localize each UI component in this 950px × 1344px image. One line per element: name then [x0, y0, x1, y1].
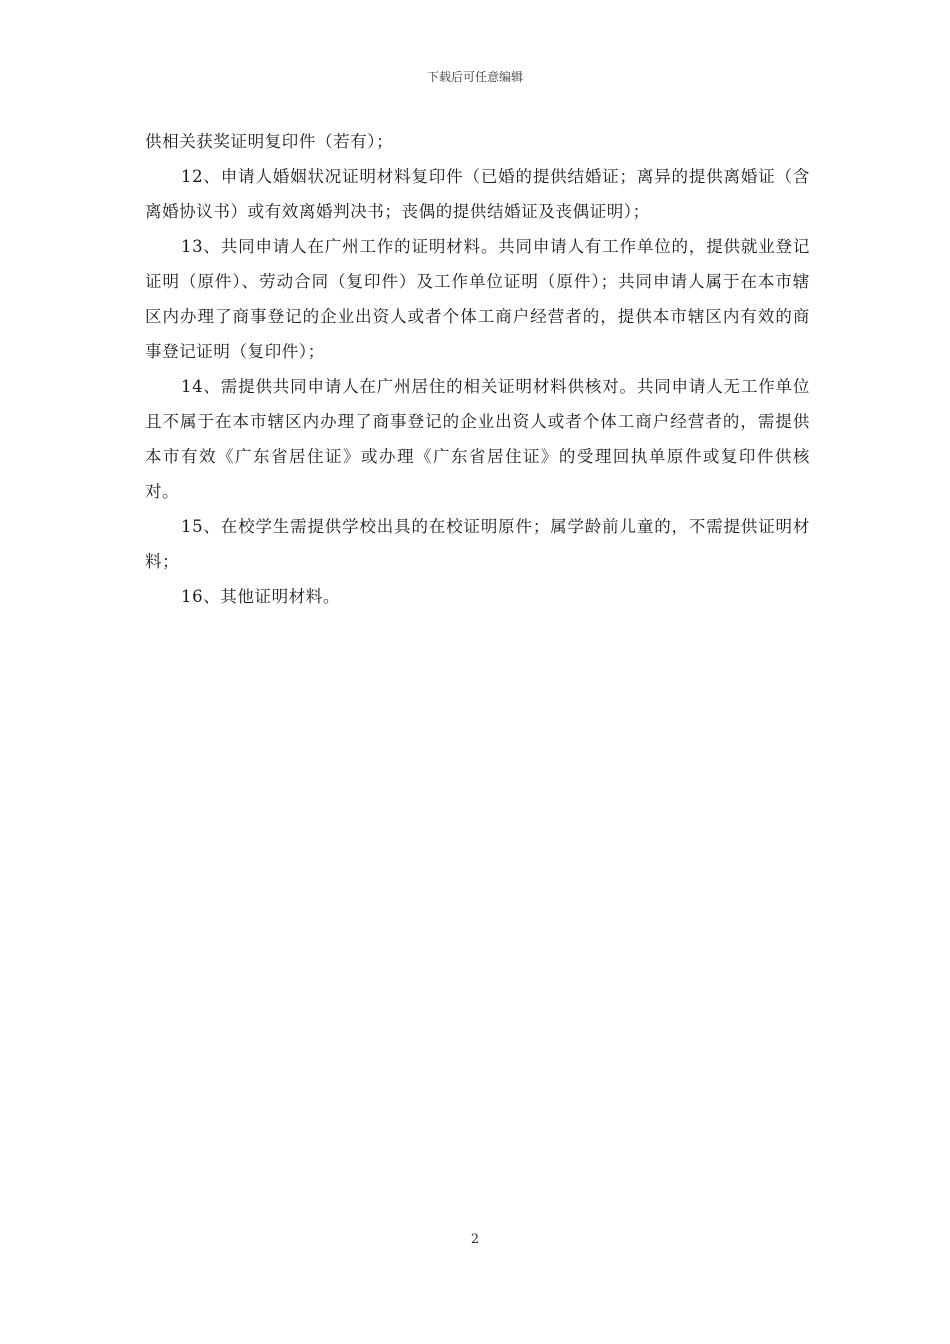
- paragraph-item-13: 13、共同申请人在广州工作的证明材料。共同申请人有工作单位的，提供就业登记证明（原件）、劳动合同（复印件）及工作单位证明（原件）；共同申请人属于在本市辖区内办理了商事登记的企业出资人或者个体工商户经营者的，提供本市辖区内有效的商事登记证明（复印件）；: [145, 237, 810, 361]
- document-body: [145, 124, 810, 614]
- paragraph-item-15: 15、在校学生需提供学校出具的在校证明原件；属学龄前儿童的，不需提供证明材料；: [145, 517, 810, 571]
- paragraph-item-14: 14、需提供共同申请人在广州居住的相关证明材料供核对。共同申请人无工作单位且不属于在本市辖区内办理了商事登记的企业出资人或者个体工商户经营者的，需提供本市有效《广东省居住证》或办理《广东省居住证》的受理回执单原件或复印件供核对。: [145, 377, 810, 501]
- page-header: 下载后可任意编辑: [426, 70, 523, 84]
- paragraph-item-16: 16、其他证明材料。: [181, 587, 340, 606]
- paragraph-continuation: 供相关获奖证明复印件（若有）；: [145, 132, 394, 151]
- paragraph-item-12: 12、申请人婚姻状况证明材料复印件（已婚的提供结婚证；离异的提供离婚证（含离婚协议书）或有效离婚判决书；丧偶的提供结婚证及丧偶证明）；: [145, 167, 810, 221]
- page-number: 2: [470, 1232, 480, 1247]
